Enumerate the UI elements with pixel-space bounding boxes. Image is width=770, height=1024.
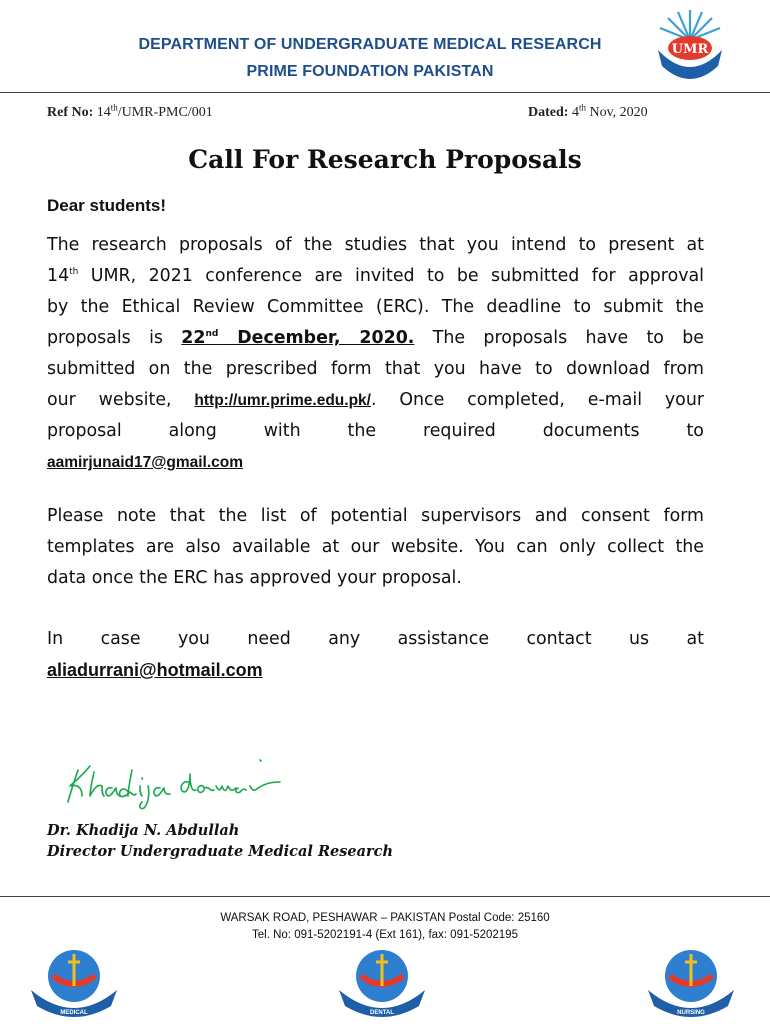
- p1-line-2: [47, 261, 704, 292]
- dated-label: Dated:: [528, 105, 569, 120]
- signatory-title: Director Undergraduate Medical Research: [47, 843, 394, 860]
- p1-w6: documents: [542, 421, 640, 441]
- deadline-date: 22nd December, 2020.: [181, 328, 415, 348]
- medical-logo-label: MEDICAL: [60, 1010, 88, 1016]
- ref-number: [47, 102, 213, 121]
- p1-l2-num: 14: [47, 266, 70, 286]
- ref-rest: /UMR-PMC/001: [117, 105, 213, 120]
- date-line: [528, 102, 648, 121]
- p1-l6-post: . Once completed, e-mail your: [370, 390, 704, 410]
- p3-w2: case: [100, 629, 141, 649]
- p1-l4-pre: proposals is: [47, 328, 182, 348]
- p3-w1: In: [47, 629, 64, 649]
- p1-l4-post: The proposals have to be: [414, 328, 704, 348]
- department-title: DEPARTMENT OF UNDERGRADUATE MEDICAL RESEARCH: [138, 36, 602, 53]
- p3-line-2: [47, 655, 704, 687]
- p2-line-1: Please note that the list of potential supervisors and consent form: [47, 506, 704, 526]
- p1-l2-rest: UMR, 2021 conference are invited to be submitted for approval: [78, 266, 704, 286]
- logo-text: UMR: [671, 42, 709, 57]
- paragraph-2: [47, 501, 704, 594]
- nursing-college-logo: [642, 940, 740, 1020]
- dental-college-logo: [333, 940, 431, 1020]
- p2-line-2: templates are also available at our website. You can only collect the: [47, 537, 704, 557]
- p1-l6-pre: our website,: [47, 390, 195, 410]
- paragraph-3: [47, 624, 704, 687]
- footer-address: WARSAK ROAD, PESHAWAR – PAKISTAN Postal Code: 25160: [220, 912, 550, 924]
- p1-w2: along: [168, 421, 217, 441]
- p1-w4: the: [347, 421, 377, 441]
- p1-line-5: submitted on the prescribed form that you have to download from: [47, 359, 704, 379]
- dated-rest: Nov, 2020: [585, 105, 648, 120]
- email-link-alia[interactable]: aliadurrani@hotmail.com: [47, 660, 263, 680]
- ref-sup: th: [110, 102, 118, 113]
- p1-l2-sup: th: [69, 267, 79, 278]
- medical-college-logo: [25, 940, 123, 1020]
- p1-line-4: [47, 323, 704, 354]
- p1-line-3: by the Ethical Review Committee (ERC). The deadline to submit the: [47, 297, 704, 317]
- p3-line-1: [47, 624, 704, 655]
- signature-image: [60, 752, 290, 812]
- email-link-aamir[interactable]: aamirjunaid17@gmail.com: [47, 454, 244, 471]
- p3-w8: us: [628, 629, 650, 649]
- p1-line-7: [47, 416, 704, 447]
- p3-w7: contact: [526, 629, 592, 649]
- signatory-name: Dr. Khadija N. Abdullah: [47, 822, 240, 839]
- p3-w6: assistance: [397, 629, 490, 649]
- document-title: Call For Research Proposals: [188, 145, 582, 174]
- header-rule: [0, 92, 770, 93]
- footer-phone: Tel. No: 091-5202191-4 (Ext 161), fax: 091-5202195: [252, 929, 518, 941]
- umr-logo: [648, 6, 732, 86]
- p2-line-3: data once the ERC has approved your proposal.: [47, 568, 462, 588]
- ref-label: Ref No:: [47, 105, 94, 120]
- p1-w1: proposal: [47, 421, 122, 441]
- greeting: Dear students!: [47, 196, 167, 215]
- website-link[interactable]: http://umr.prime.edu.pk/: [194, 392, 371, 409]
- dental-logo-label: DENTAL: [370, 1010, 394, 1016]
- p1-w7: to: [686, 421, 704, 441]
- p3-w9: at: [686, 629, 704, 649]
- ref-num: 14: [96, 105, 111, 120]
- dated-sup: th: [578, 102, 586, 113]
- p1-line-8: [47, 447, 704, 478]
- p3-w4: need: [247, 629, 291, 649]
- p3-w5: any: [328, 629, 361, 649]
- foundation-title: PRIME FOUNDATION PAKISTAN: [246, 63, 494, 80]
- footer-rule: [0, 896, 770, 897]
- paragraph-1: [47, 230, 704, 478]
- p3-w3: you: [177, 629, 210, 649]
- dated-day: 4: [571, 105, 579, 120]
- p1-w3: with: [263, 421, 301, 441]
- p1-w5: required: [422, 421, 496, 441]
- nursing-logo-label: NURSING: [677, 1010, 705, 1016]
- p1-line-6: [47, 385, 704, 416]
- p1-line-1: The research proposals of the studies that you intend to present at: [47, 235, 704, 255]
